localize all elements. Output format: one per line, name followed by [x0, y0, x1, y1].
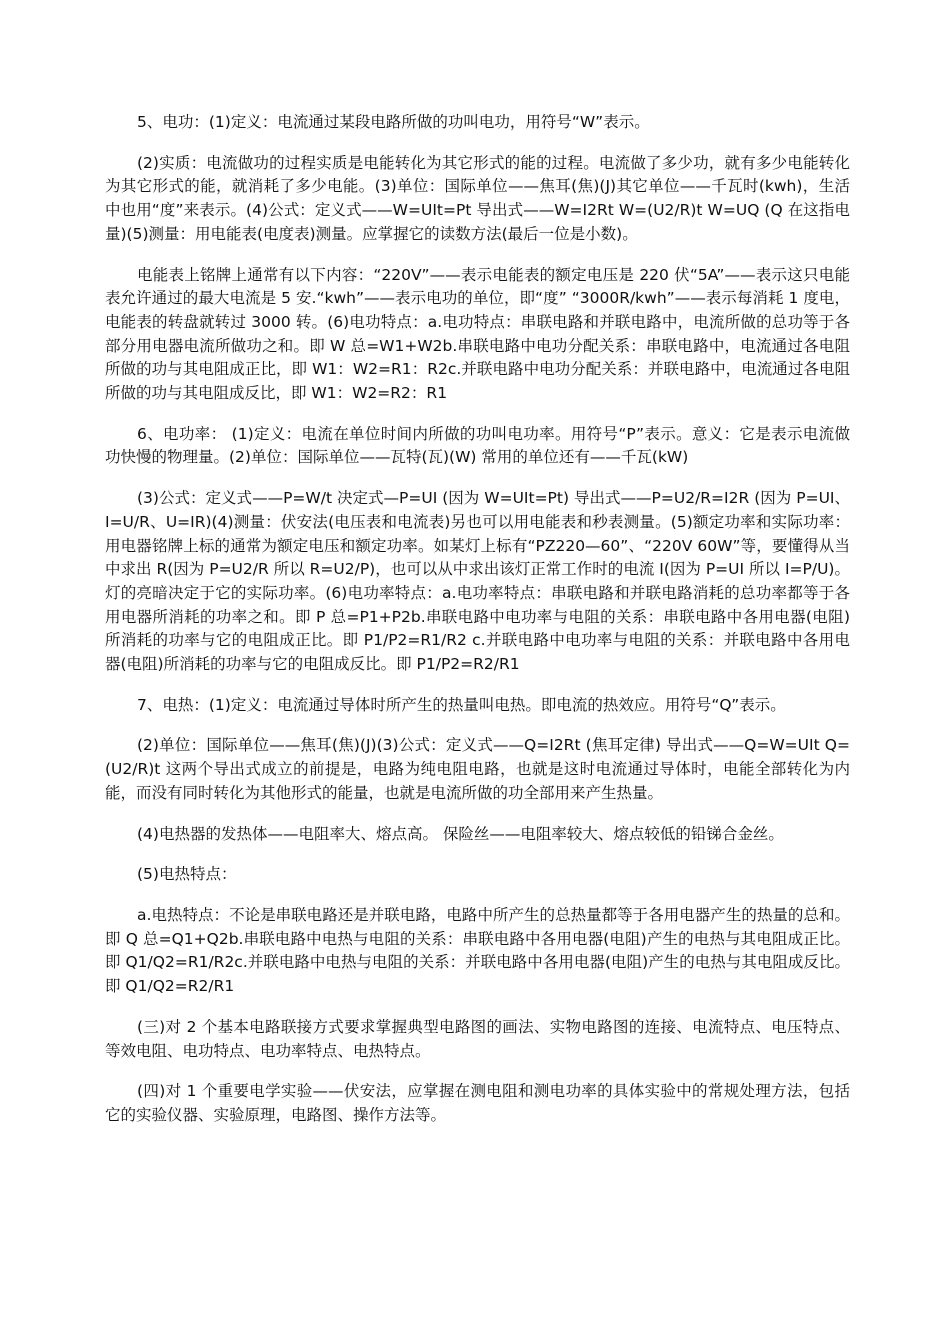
paragraph-circuit-connections: (三)对 2 个基本电路联接方式要求掌握典型电路图的画法、实物电路图的连接、电流特点、电压特点、等效电阻、电功特点、电功率特点、电热特点。: [105, 1017, 850, 1060]
paragraph-heat-characteristics-heading: (5)电热特点：: [137, 865, 237, 884]
paragraph-electric-power-definition: 6、电功率： (1)定义：电流在单位时间内所做的功叫电功率。用符号“P”表示。意义：它是表示电流做功快慢的物理量。(2)单位：国际单位——瓦特(瓦)(W) 常用的单位还有——千瓦(kW): [105, 424, 850, 467]
paragraph-electric-meter: 电能表上铭牌上通常有以下内容：“220V”——表示电能表的额定电压是 220 伏“5A”——表示这只电能表允许通过的最大电流是 5 安.“kwh”——表示电功的单位，即“度” “3000R/kwh”——表示每消耗 1 度电，电能表的转盘就转过 3000 转。(6)电功特点：a.电功特点：串联电路和并联电路中，电流所做的总功等于各部分用电器电流所做功之和。即 W 总=W1+W2b.串联电路中电功分配关系：串联电路中，电流通过各电阻所做的功与其电阻成正比，即 W1：W2=R1：R2c.并联电路中电功分配关系：并联电路中，电流通过各电阻所做的功与其电阻成反比，即 W1：W2=R2：R1: [105, 265, 850, 403]
paragraph-electric-work-essence: (2)实质：电流做功的过程实质是电能转化为其它形式的能的过程。电流做了多少功，就有多少电能转化为其它形式的能，就消耗了多少电能。(3)单位：国际单位——焦耳(焦)(J)其它单位——千瓦时(kwh)，生活中也用“度”来表示。(4)公式：定义式——W=UIt=Pt 导出式——W=I2Rt W=(U2/R)t W=UQ (Q 在这指电量)(5)测量：用电能表(电度表)测量。应掌握它的读数方法(最后一位是小数)。: [105, 153, 850, 243]
paragraph-heat-characteristics: a.电热特点：不论是串联电路还是并联电路，电路中所产生的总热量都等于各用电器产生的热量的总和。即 Q 总=Q1+Q2b.串联电路中电热与电阻的关系：串联电路中各用电器(电阻)产生的电热与其电阻成正比。即 Q1/Q2=R1/R2c.并联电路中电热与电阻的关系：并联电路中各用电器(电阻)产生的电热与其电阻成反比。即 Q1/Q2=R2/R1: [105, 905, 850, 996]
paragraph-electric-work-definition: 5、电功：(1)定义：电流通过某段电路所做的功叫电功，用符号“W”表示。: [137, 113, 650, 131]
document-body: [105, 111, 850, 1145]
paragraph-voltammetry-experiment: (四)对 1 个重要电学实验——伏安法，应掌握在测电阻和测电功率的具体实验中的常规处理方法，包括它的实验仪器、实验原理，电路图、操作方法等。: [105, 1082, 850, 1124]
paragraph-heater-fuse: (4)电热器的发热体——电阻率大、熔点高。 保险丝——电阻率较大、熔点较低的铅锑合金丝。: [137, 824, 784, 843]
paragraph-electric-heat-formulas: (2)单位：国际单位——焦耳(焦)(J)(3)公式：定义式——Q=I2Rt (焦耳定律) 导出式——Q=W=UIt Q=(U2/R)t 这两个导出式成立的前提是，电路为纯电阻电路，也就是这时电流通过导体时，电能全部转化为内能，而没有同时转化为其他形式的能量，也就是电流所做的功全部用来产生热量。: [105, 736, 850, 802]
paragraph-electric-power-formulas: (3)公式：定义式——P=W/t 决定式—P=UI (因为 W=UIt=Pt) 导出式——P=U2/R=I2R (因为 P=UI、I=U/R、U=IR)(4)测量：伏安法(电压表和电流表)另也可以用电能表和秒表测量。(5)额定功率和实际功率：用电器铭牌上标的通常为额定电压和额定功率。如某灯上标有“PZ220—60”、“220V 60W”等，要懂得从当中求出 R(因为 P=U2/R 所以 R=U2/P)，也可以从中求出该灯正常工作时的电流 I(因为 P=UI 所以 I=P/U)。灯的亮暗决定于它的实际功率。(6)电功率特点：a.电功率特点：串联电路和并联电路消耗的总功率都等于各用电器所消耗的功率之和。即 P 总=P1+P2b.串联电路中电功率与电阻的关系：串联电路中各用电器(电阻)所消耗的功率与它的电阻成正比。即 P1/P2=R1/R2 c.并联电路中电功率与电阻的关系：并联电路中各用电器(电阻)所消耗的功率与它的电阻成反比。即 P1/P2=R2/R1: [105, 489, 850, 674]
paragraph-electric-heat-definition: 7、电热：(1)定义：电流通过导体时所产生的热量叫电热。即电流的热效应。用符号“Q”表示。: [137, 695, 786, 714]
